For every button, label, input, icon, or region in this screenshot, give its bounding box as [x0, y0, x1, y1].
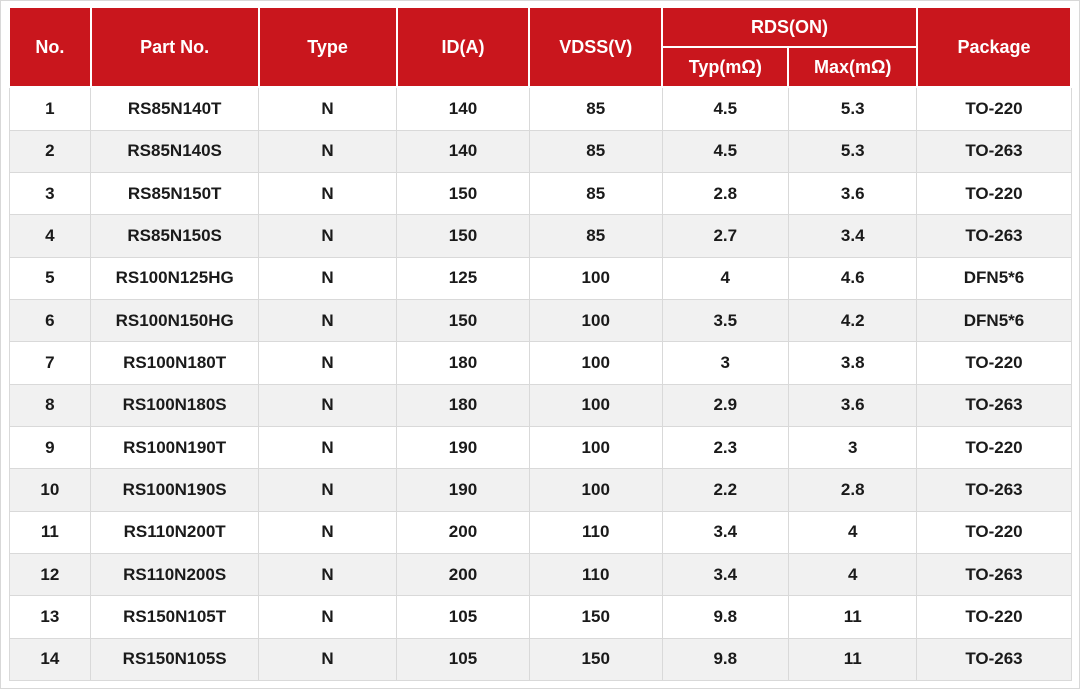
cell-no: 12 — [9, 553, 91, 595]
table-row — [9, 384, 1071, 426]
table-row — [9, 130, 1071, 172]
cell-type: N — [259, 173, 397, 215]
cell-vdss: 100 — [529, 427, 662, 469]
cell-part-no: RS110N200S — [91, 553, 259, 595]
header-package: Package — [917, 7, 1071, 87]
cell-part-no: RS85N150T — [91, 173, 259, 215]
cell-no: 11 — [9, 511, 91, 553]
cell-rds-typ: 3.4 — [662, 553, 788, 595]
cell-vdss: 150 — [529, 638, 662, 680]
cell-package: TO-263 — [917, 638, 1071, 680]
cell-no: 7 — [9, 342, 91, 384]
cell-type: N — [259, 257, 397, 299]
table-header — [9, 7, 1071, 87]
cell-no: 3 — [9, 173, 91, 215]
cell-package: TO-220 — [917, 342, 1071, 384]
cell-rds-max: 4.2 — [788, 300, 917, 342]
cell-package: TO-263 — [917, 130, 1071, 172]
cell-rds-max: 2.8 — [788, 469, 917, 511]
header-row-top — [9, 7, 1071, 47]
cell-vdss: 100 — [529, 300, 662, 342]
cell-rds-typ: 4.5 — [662, 87, 788, 130]
cell-rds-max: 11 — [788, 638, 917, 680]
cell-rds-typ: 2.8 — [662, 173, 788, 215]
cell-part-no: RS100N180T — [91, 342, 259, 384]
cell-rds-typ: 3.4 — [662, 511, 788, 553]
header-part-no: Part No. — [91, 7, 259, 87]
cell-rds-max: 11 — [788, 596, 917, 638]
table-row — [9, 511, 1071, 553]
header-rds-on: RDS(ON) — [662, 7, 917, 47]
cell-rds-max: 3.4 — [788, 215, 917, 257]
cell-no: 4 — [9, 215, 91, 257]
cell-rds-max: 3.6 — [788, 173, 917, 215]
cell-no: 5 — [9, 257, 91, 299]
cell-id-a: 190 — [397, 427, 530, 469]
cell-package: TO-220 — [917, 427, 1071, 469]
cell-no: 6 — [9, 300, 91, 342]
cell-rds-typ: 3.5 — [662, 300, 788, 342]
cell-id-a: 150 — [397, 173, 530, 215]
mosfet-spec-table — [8, 6, 1072, 681]
cell-id-a: 200 — [397, 553, 530, 595]
cell-rds-typ: 9.8 — [662, 638, 788, 680]
cell-type: N — [259, 300, 397, 342]
cell-part-no: RS85N140T — [91, 87, 259, 130]
cell-type: N — [259, 511, 397, 553]
cell-part-no: RS150N105S — [91, 638, 259, 680]
cell-id-a: 180 — [397, 342, 530, 384]
cell-rds-typ: 4.5 — [662, 130, 788, 172]
cell-part-no: RS100N190T — [91, 427, 259, 469]
cell-rds-max: 3.8 — [788, 342, 917, 384]
cell-type: N — [259, 427, 397, 469]
cell-vdss: 100 — [529, 384, 662, 426]
cell-no: 13 — [9, 596, 91, 638]
cell-rds-typ: 4 — [662, 257, 788, 299]
cell-vdss: 110 — [529, 511, 662, 553]
cell-id-a: 200 — [397, 511, 530, 553]
header-type: Type — [259, 7, 397, 87]
cell-vdss: 110 — [529, 553, 662, 595]
cell-rds-typ: 2.2 — [662, 469, 788, 511]
cell-id-a: 125 — [397, 257, 530, 299]
cell-no: 2 — [9, 130, 91, 172]
cell-type: N — [259, 87, 397, 130]
cell-part-no: RS85N140S — [91, 130, 259, 172]
table-row — [9, 638, 1071, 680]
cell-rds-max: 4.6 — [788, 257, 917, 299]
cell-rds-max: 4 — [788, 511, 917, 553]
table-row — [9, 300, 1071, 342]
cell-part-no: RS100N150HG — [91, 300, 259, 342]
cell-no: 9 — [9, 427, 91, 469]
table-row — [9, 215, 1071, 257]
cell-part-no: RS100N180S — [91, 384, 259, 426]
cell-id-a: 105 — [397, 596, 530, 638]
cell-rds-max: 4 — [788, 553, 917, 595]
cell-no: 10 — [9, 469, 91, 511]
table-row — [9, 553, 1071, 595]
cell-package: TO-220 — [917, 596, 1071, 638]
cell-type: N — [259, 342, 397, 384]
cell-vdss: 150 — [529, 596, 662, 638]
table-row — [9, 87, 1071, 130]
cell-package: TO-263 — [917, 384, 1071, 426]
header-id-a: ID(A) — [397, 7, 530, 87]
cell-no: 8 — [9, 384, 91, 426]
cell-rds-max: 3 — [788, 427, 917, 469]
table-row — [9, 257, 1071, 299]
cell-part-no: RS150N105T — [91, 596, 259, 638]
table-row — [9, 342, 1071, 384]
cell-rds-typ: 2.9 — [662, 384, 788, 426]
cell-package: TO-220 — [917, 511, 1071, 553]
cell-package: DFN5*6 — [917, 300, 1071, 342]
cell-part-no: RS85N150S — [91, 215, 259, 257]
cell-no: 1 — [9, 87, 91, 130]
cell-type: N — [259, 130, 397, 172]
cell-id-a: 140 — [397, 87, 530, 130]
cell-type: N — [259, 638, 397, 680]
cell-id-a: 150 — [397, 300, 530, 342]
cell-id-a: 190 — [397, 469, 530, 511]
header-no: No. — [9, 7, 91, 87]
cell-package: TO-220 — [917, 173, 1071, 215]
cell-vdss: 100 — [529, 257, 662, 299]
cell-rds-max: 3.6 — [788, 384, 917, 426]
cell-no: 14 — [9, 638, 91, 680]
cell-rds-max: 5.3 — [788, 130, 917, 172]
cell-package: TO-263 — [917, 469, 1071, 511]
table-body — [9, 87, 1071, 681]
table-row — [9, 596, 1071, 638]
table-row — [9, 173, 1071, 215]
cell-type: N — [259, 596, 397, 638]
cell-vdss: 85 — [529, 130, 662, 172]
cell-type: N — [259, 469, 397, 511]
cell-type: N — [259, 215, 397, 257]
cell-vdss: 85 — [529, 87, 662, 130]
header-vdss: VDSS(V) — [529, 7, 662, 87]
cell-part-no: RS100N190S — [91, 469, 259, 511]
table-row — [9, 469, 1071, 511]
cell-package: DFN5*6 — [917, 257, 1071, 299]
cell-rds-typ: 2.3 — [662, 427, 788, 469]
cell-package: TO-263 — [917, 215, 1071, 257]
cell-part-no: RS110N200T — [91, 511, 259, 553]
cell-type: N — [259, 553, 397, 595]
cell-package: TO-220 — [917, 87, 1071, 130]
cell-rds-typ: 9.8 — [662, 596, 788, 638]
cell-id-a: 140 — [397, 130, 530, 172]
header-rds-max: Max(mΩ) — [788, 47, 917, 87]
cell-id-a: 105 — [397, 638, 530, 680]
cell-vdss: 85 — [529, 215, 662, 257]
header-rds-typ: Typ(mΩ) — [662, 47, 788, 87]
cell-type: N — [259, 384, 397, 426]
cell-part-no: RS100N125HG — [91, 257, 259, 299]
cell-vdss: 100 — [529, 469, 662, 511]
cell-vdss: 100 — [529, 342, 662, 384]
cell-vdss: 85 — [529, 173, 662, 215]
cell-rds-typ: 2.7 — [662, 215, 788, 257]
cell-id-a: 180 — [397, 384, 530, 426]
table-row — [9, 427, 1071, 469]
cell-package: TO-263 — [917, 553, 1071, 595]
cell-rds-max: 5.3 — [788, 87, 917, 130]
cell-rds-typ: 3 — [662, 342, 788, 384]
cell-id-a: 150 — [397, 215, 530, 257]
